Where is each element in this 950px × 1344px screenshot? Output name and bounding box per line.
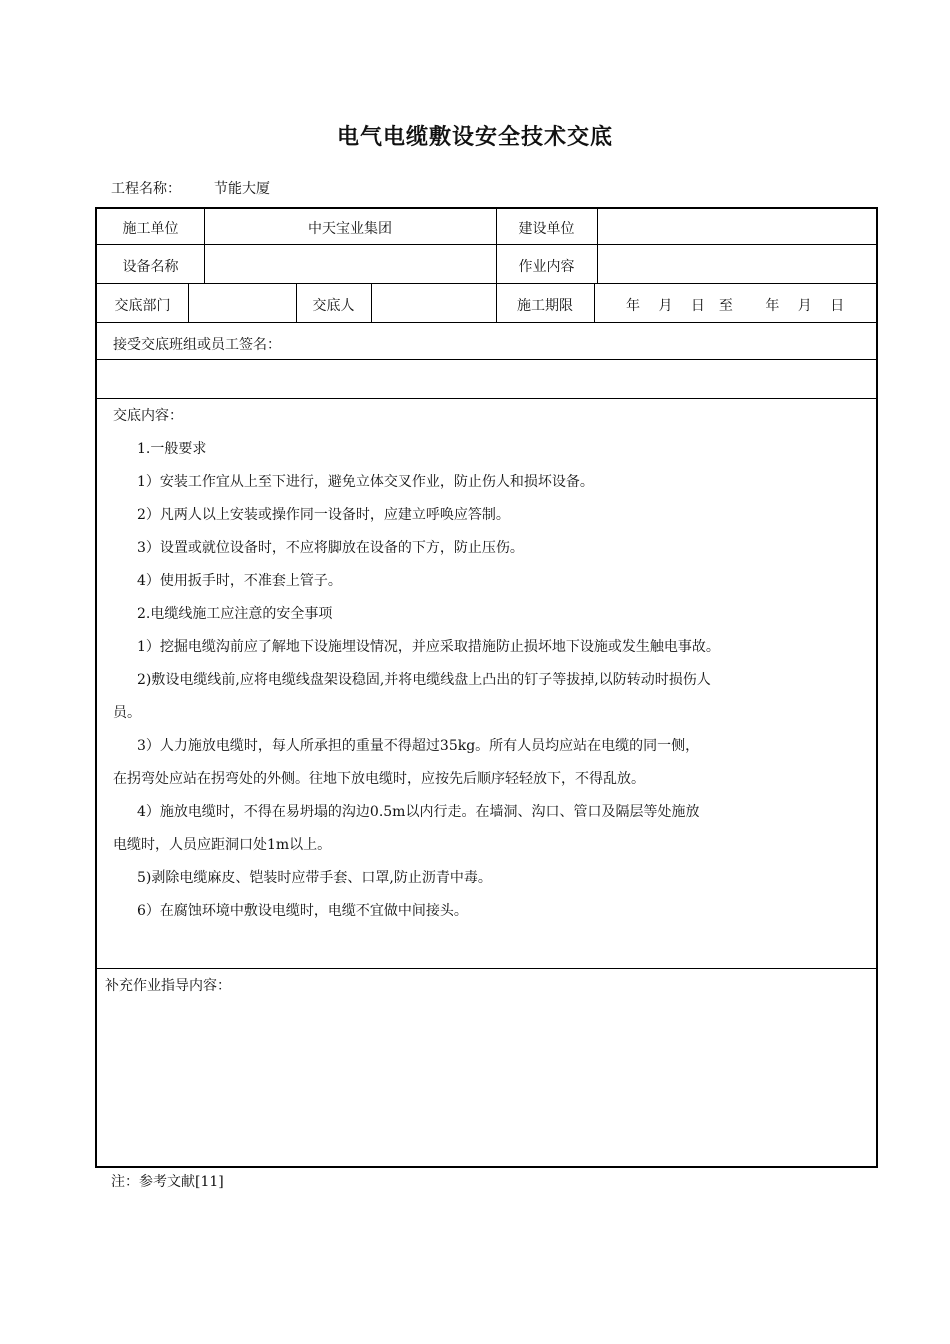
- work-content-label: 作业内容: [518, 259, 575, 275]
- content-line: 1）安装工作宜从上至下进行，避免立体交叉作业，防止伤人和损坏设备。: [137, 474, 594, 490]
- content-line: 5)剥除电缆麻皮、铠装时应带手套、口罩,防止沥青中毒。: [137, 870, 492, 886]
- project-name-line: [111, 178, 270, 198]
- owner-unit-label: 建设单位: [518, 221, 575, 237]
- construction-period-label: 施工期限: [517, 298, 573, 314]
- content-line: 员。: [113, 705, 141, 721]
- disclosure-form-table: [95, 207, 878, 1168]
- supplement-label: 补充作业指导内容：: [105, 978, 231, 994]
- construction-unit-value: 中天宝业集团: [308, 221, 392, 237]
- content-line: 在拐弯处应站在拐弯处的外侧。往地下放电缆时，应按先后顺序轻轻放下，不得乱放。: [113, 771, 645, 787]
- content-line: 1）挖掘电缆沟前应了解地下设施埋设情况，并应采取措施防止损坏地下设施或发生触电事故。: [137, 639, 720, 655]
- disclosure-dept-label: 交底部门: [114, 298, 171, 314]
- project-name-label: 工程名称：: [111, 181, 181, 197]
- content-line: 6）在腐蚀环境中敷设电缆时，电缆不宜做中间接头。: [137, 903, 468, 919]
- construction-period-date: 年 月 日 至 年 月 日: [626, 298, 845, 314]
- content-label: 交底内容：: [113, 408, 183, 424]
- content-line: 2）凡两人以上安装或操作同一设备时，应建立呼唤应答制。: [137, 507, 510, 523]
- content-line: 3）设置或就位设备时，不应将脚放在设备的下方，防止压伤。: [137, 540, 524, 556]
- content-line: 1.一般要求: [137, 441, 207, 457]
- content-line: 4）使用扳手时，不准套上管子。: [137, 573, 342, 589]
- reference-note: 注：参考文献[11]: [111, 1174, 224, 1190]
- document-title: 电气电缆敷设安全技术交底: [336, 125, 613, 150]
- discloser-label: 交底人: [312, 298, 355, 314]
- content-line: 2.电缆线施工应注意的安全事项: [137, 606, 333, 622]
- content-line: 2)敷设电缆线前,应将电缆线盘架设稳固,并将电缆线盘上凸出的钉子等拔掉,以防转动时损伤人: [137, 672, 711, 688]
- content-line: 4）施放电缆时，不得在易坍塌的沟边0.5m以内行走。在墙洞、沟口、管口及隔层等处施放: [137, 804, 700, 820]
- equipment-name-label: 设备名称: [122, 259, 179, 275]
- content-line: 3）人力施放电缆时，每人所承担的重量不得超过35kg。所有人员均应站在电缆的同一侧，: [137, 738, 700, 754]
- project-name-value: 节能大厦: [214, 181, 270, 197]
- content-line: 电缆时，人员应距洞口处1m以上。: [113, 837, 332, 853]
- signature-label: 接受交底班组或员工签名：: [113, 337, 281, 353]
- construction-unit-label: 施工单位: [122, 221, 179, 237]
